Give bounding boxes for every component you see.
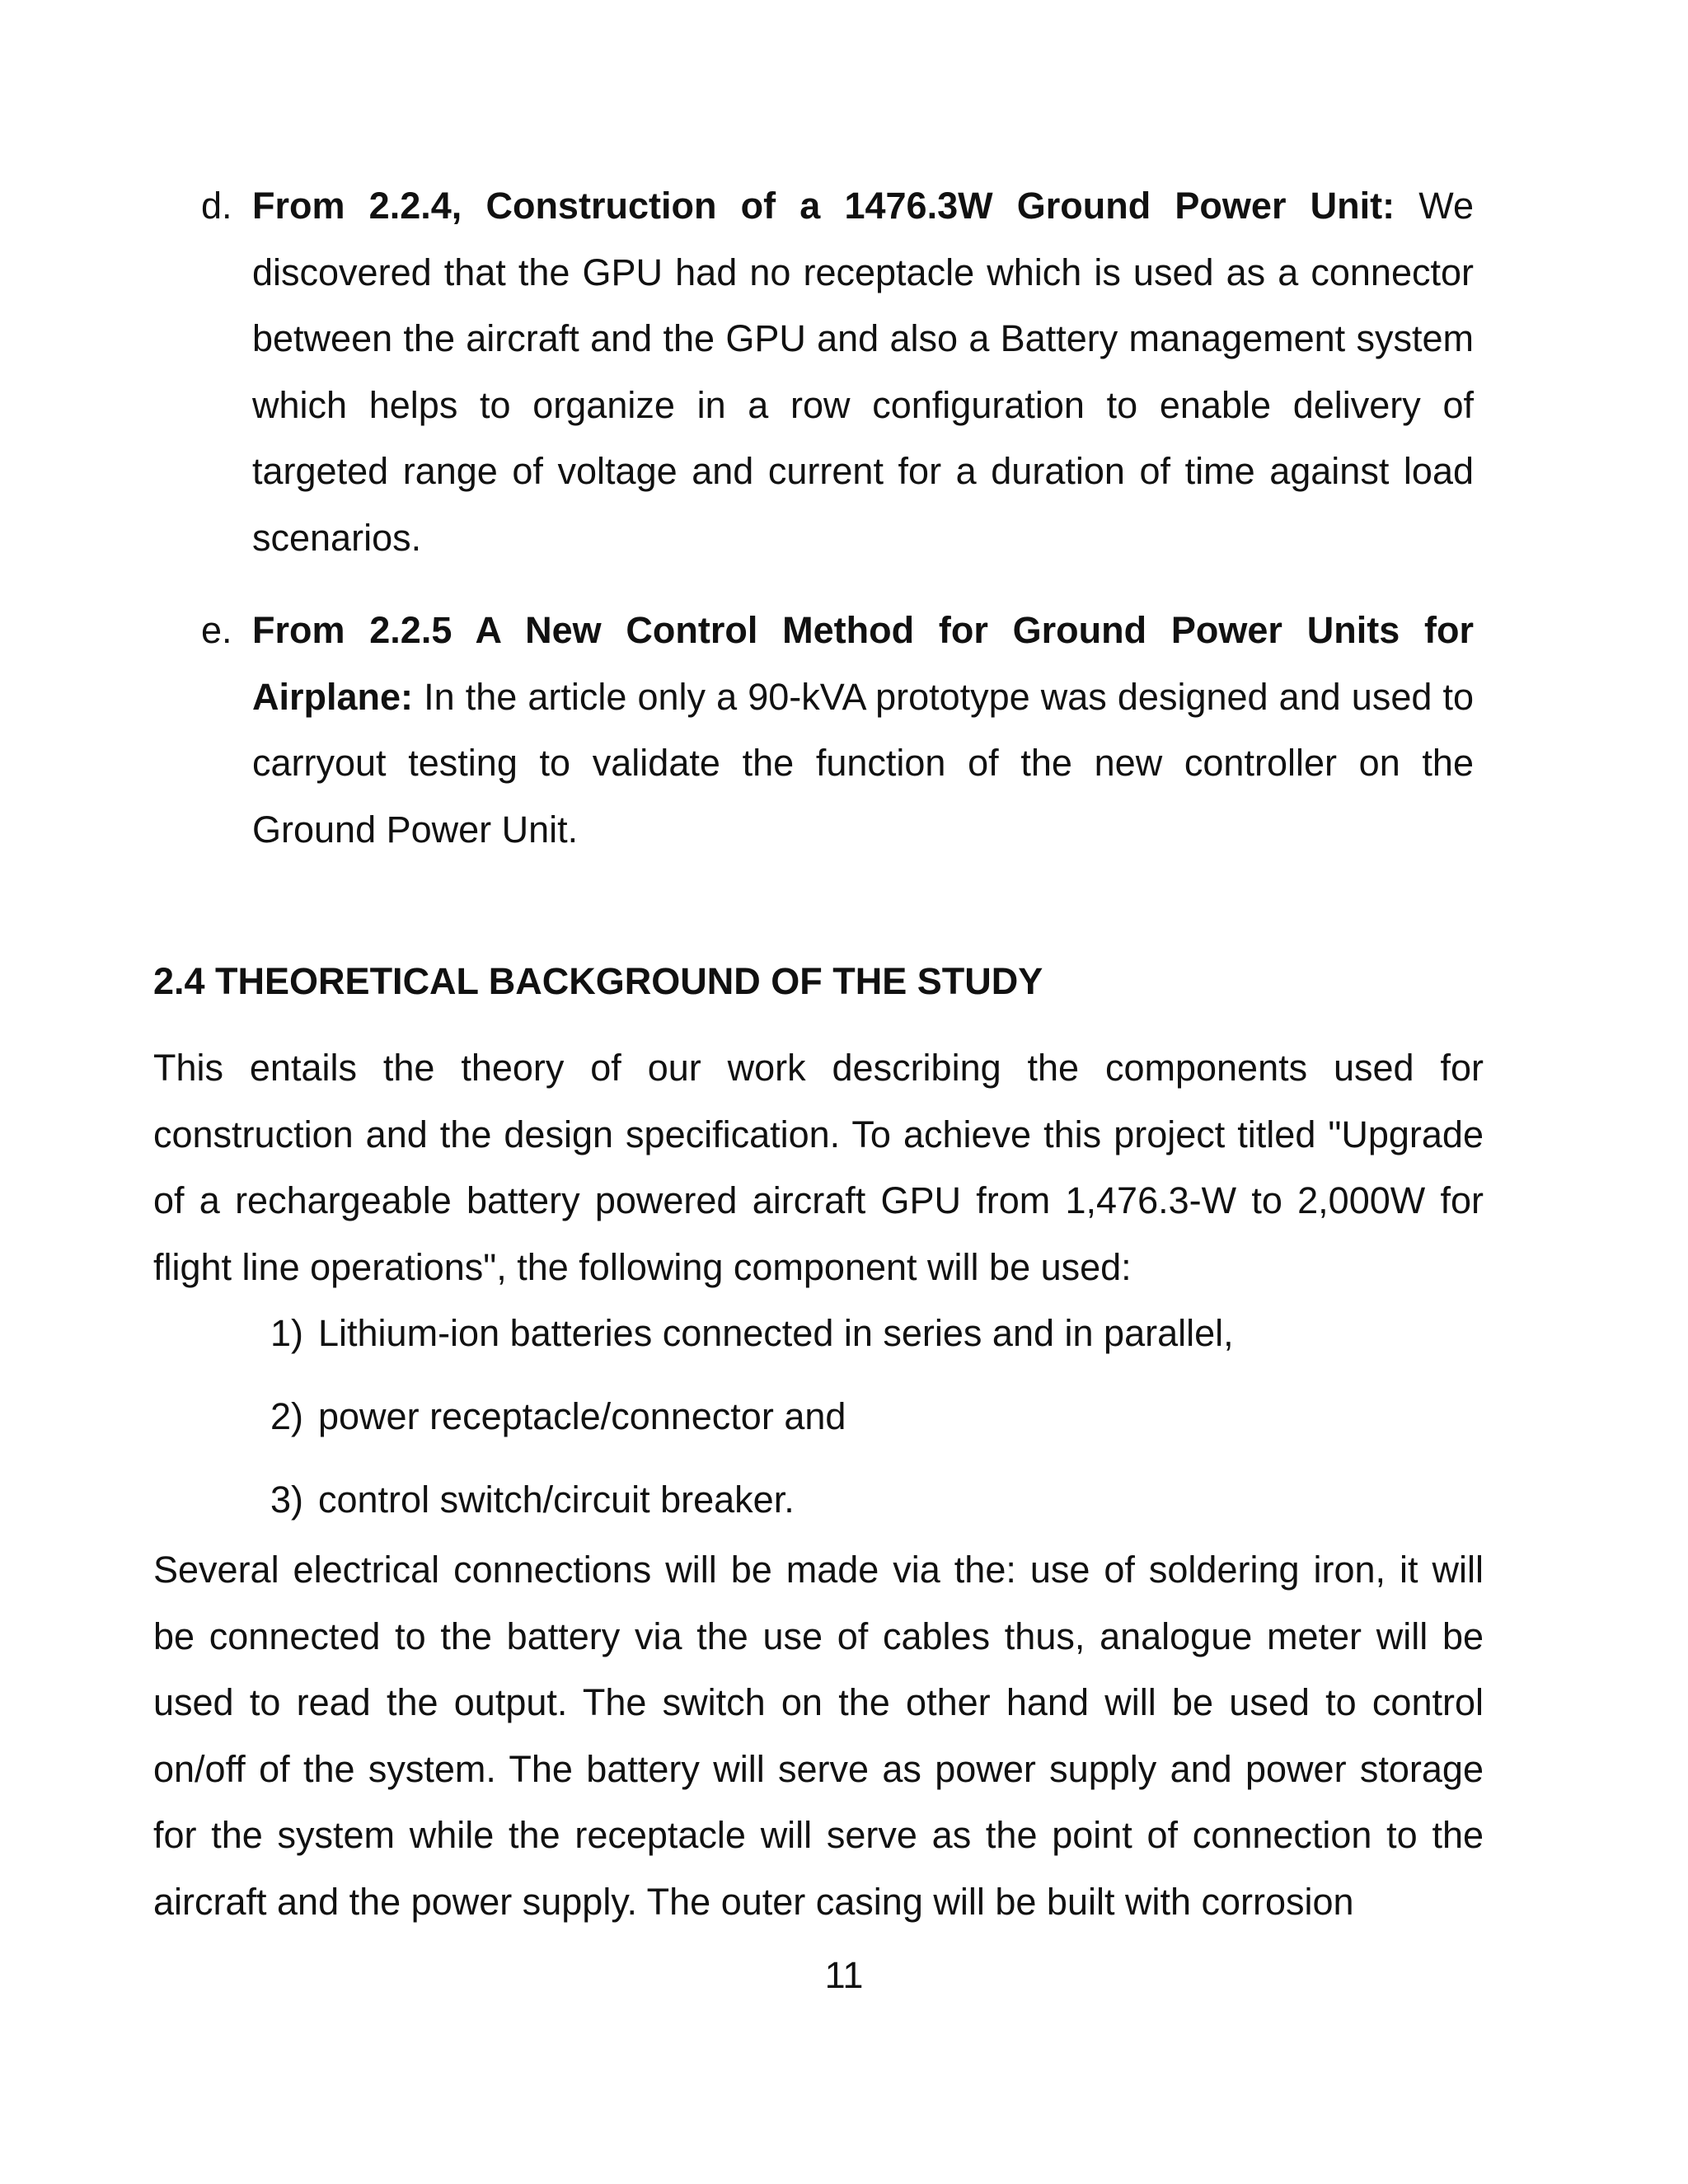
component-item-1 (270, 1305, 1234, 1362)
section-heading: 2.4 THEORETICAL BACKGROUND OF THE STUDY (153, 960, 1043, 1002)
component-number: 2) (270, 1395, 304, 1437)
list-marker-d: d. (201, 185, 232, 227)
component-number: 1) (270, 1312, 304, 1354)
list-marker-e: e. (201, 609, 232, 651)
component-item-2 (270, 1388, 846, 1446)
list-item-e-body: In the article only a 90-kVA prototype was designed and used to carryout testing to validate the function of the new controller on the Ground Power Unit. (252, 675, 1474, 851)
component-text: Lithium-ion batteries connected in series and in parallel, (318, 1312, 1234, 1354)
component-text: control switch/circuit breaker. (318, 1479, 795, 1521)
list-item-d (252, 173, 1474, 571)
list-item-e (252, 598, 1474, 863)
component-item-3 (270, 1471, 795, 1529)
component-text: power receptacle/connector and (318, 1395, 846, 1437)
page-number: 11 (824, 1954, 864, 1996)
intro-paragraph: This entails the theory of our work describing the components used for construction and the design specification. To achieve this project titled "Upgrade of a rechargeable battery powered aircraft GPU from 1,476.3-W to 2,000W for flight line operations", the following component will be used: (153, 1047, 1484, 1288)
component-number: 3) (270, 1479, 304, 1521)
list-item-e-title: From 2.2.5 A New Control Method for Ground Power Units for Airplane: (252, 609, 1474, 718)
list-item-d-title: From 2.2.4, Construction of a 1476.3W Ground Power Unit: (252, 185, 1395, 227)
list-item-d-body: We discovered that the GPU had no receptacle which is used as a connector between the aircraft and the GPU and also a Battery management system which helps to organize in a row configuration to enable delivery of targeted range of voltage and current for a duration of time against load scenarios. (252, 185, 1474, 559)
closing-paragraph: Several electrical connections will be made via the: use of soldering iron, it will be connected to the battery via the use of cables thus, analogue meter will be used to read the output. The switch on the other hand will be used to control on/off of the system. The battery will serve as power supply and power storage for the system while the receptacle will serve as the point of connection to the aircraft and the power supply. The outer casing will be built with corrosion (153, 1549, 1484, 1923)
